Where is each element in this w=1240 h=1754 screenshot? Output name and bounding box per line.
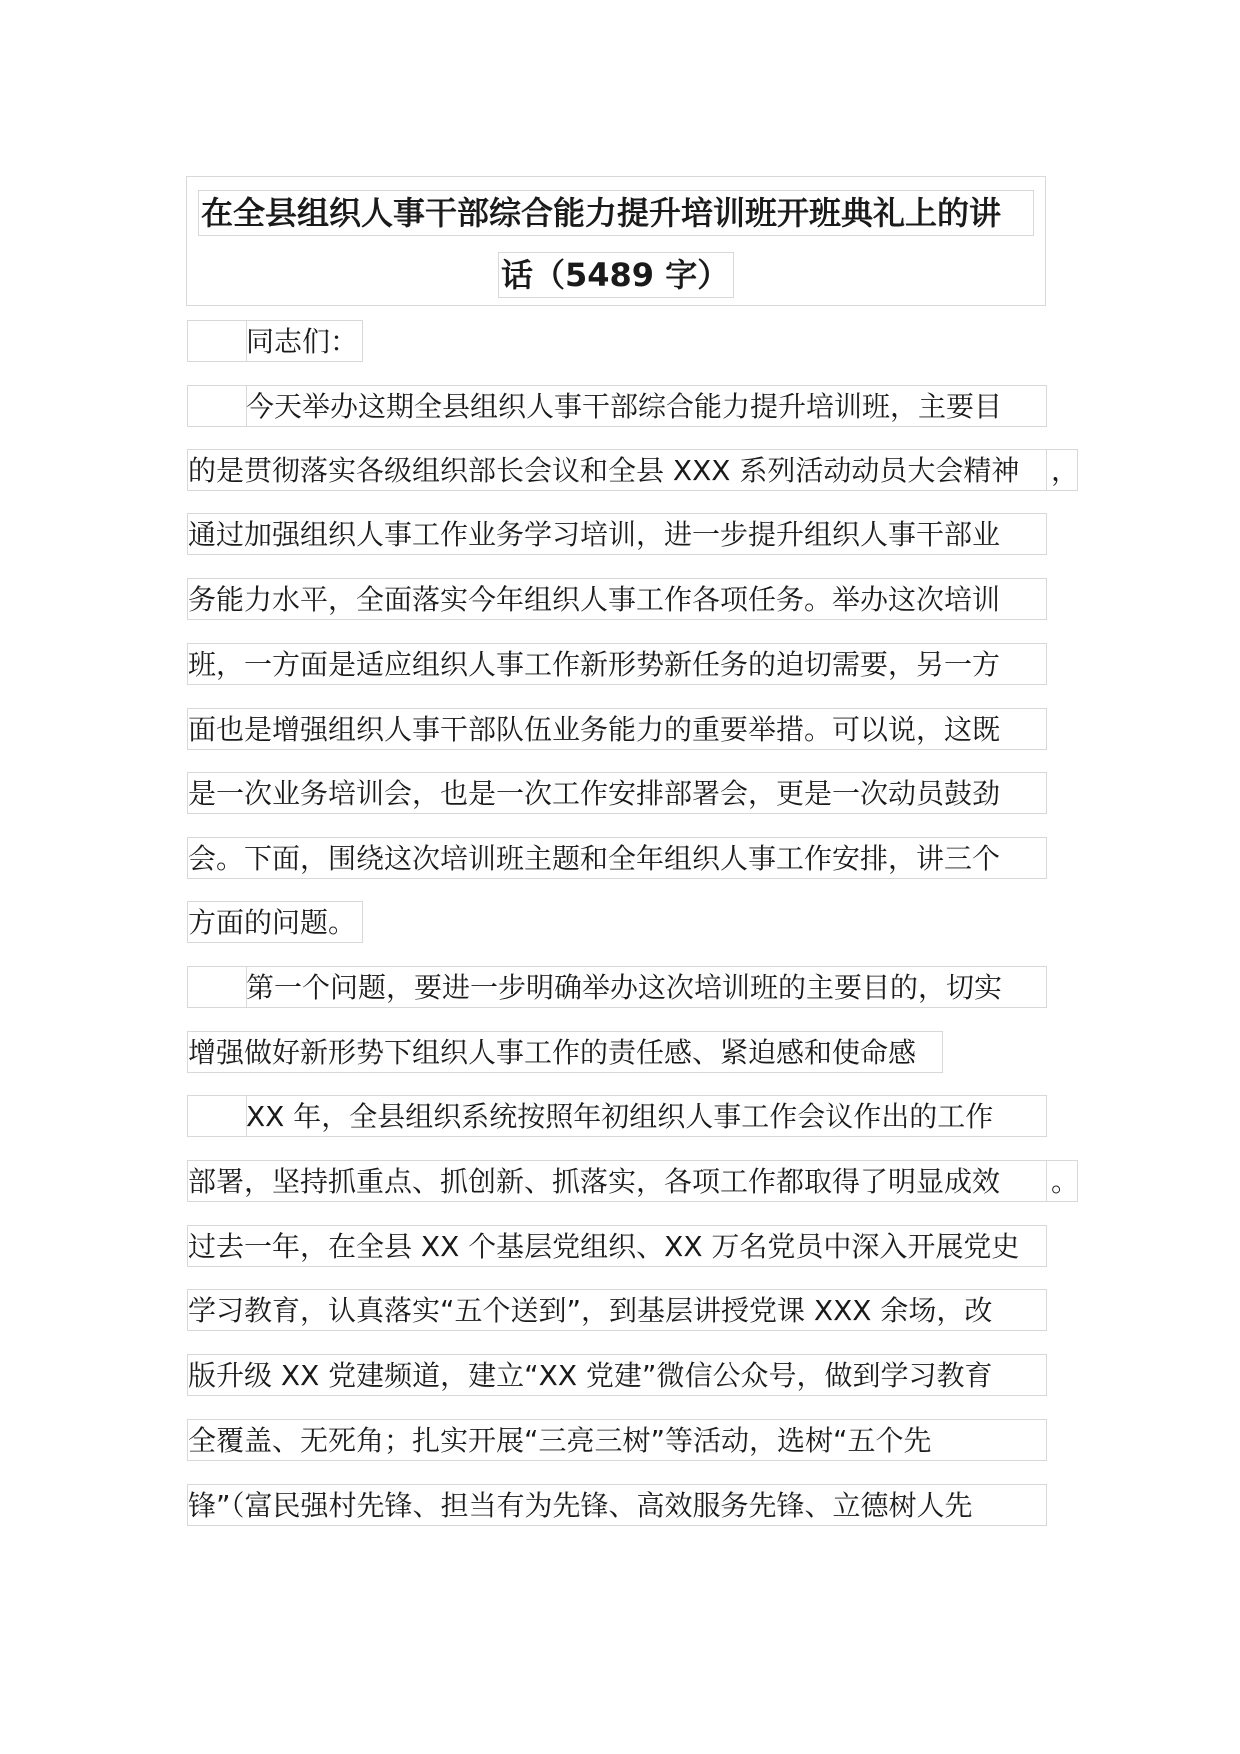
line-text: 面也是增强组织人事干部队伍业务能力的重要举措。可以说，这既 xyxy=(188,713,1001,746)
salutation-line xyxy=(187,320,363,362)
title-line-1: 在全县组织人事干部综合能力提升培训班开班典礼上的讲 xyxy=(198,190,1034,236)
title-line-2: 话（5489 字） xyxy=(498,252,734,298)
overflow-punctuation: ， xyxy=(1046,449,1078,491)
paragraph-3-line-3 xyxy=(187,1225,1047,1267)
line-text: 今天举办这期全县组织人事干部综合能力提升培训班，主要目 xyxy=(246,390,1003,423)
paragraph-3-line-6 xyxy=(187,1419,1047,1461)
line-text: 会。下面，围绕这次培训班主题和全年组织人事工作安排，讲三个 xyxy=(188,842,1001,875)
line-text: 务能力水平，全面落实今年组织人事工作各项任务。举办这次培训 xyxy=(188,583,1001,616)
line-text: 的是贯彻落实各级组织部长会议和全县 XXX 系列活动动员大会精神 xyxy=(188,454,1020,487)
line-text: 是一次业务培训会，也是一次工作安排部署会，更是一次动员鼓劲 xyxy=(188,777,1001,810)
indent-marker xyxy=(188,1095,247,1137)
overflow-punctuation: 。 xyxy=(1046,1160,1078,1202)
line-text: 增强做好新形势下组织人事工作的责任感、紧迫感和使命感 xyxy=(188,1036,917,1069)
line-text: 全覆盖、无死角；扎实开展“三亮三树”等活动，选树“五个先 xyxy=(188,1424,932,1457)
paragraph-3-line-2 xyxy=(187,1160,1047,1202)
line-text: 部署，坚持抓重点、抓创新、抓落实，各项工作都取得了明显成效 xyxy=(188,1165,1001,1198)
paragraph-1-line-6 xyxy=(187,708,1047,750)
line-text: 方面的问题。 xyxy=(188,906,357,939)
line-text: 过去一年，在全县 XX 个基层党组织、XX 万名党员中深入开展党史 xyxy=(188,1230,1020,1263)
paragraph-1-line-7 xyxy=(187,772,1047,814)
paragraph-1-line-1 xyxy=(187,385,1047,427)
paragraph-1-line-4 xyxy=(187,578,1047,620)
line-text: 学习教育，认真落实“五个送到”，到基层讲授党课 XXX 余场，改 xyxy=(188,1294,993,1327)
paragraph-1-line-3 xyxy=(187,513,1047,555)
line-text: 班，一方面是适应组织人事工作新形势新任务的迫切需要，另一方 xyxy=(188,648,1001,681)
paragraph-3-line-7 xyxy=(187,1484,1047,1526)
line-text: 版升级 XX 党建频道，建立“XX 党建”微信公众号，做到学习教育 xyxy=(188,1359,993,1392)
section-heading-line-1 xyxy=(187,966,1047,1008)
paragraph-1-line-2 xyxy=(187,449,1047,491)
paragraph-3-line-1 xyxy=(187,1095,1047,1137)
indent-marker xyxy=(188,320,247,362)
paragraph-1-line-8 xyxy=(187,837,1047,879)
line-text: 第一个问题，要进一步明确举办这次培训班的主要目的，切实 xyxy=(246,971,1003,1004)
paragraph-3-line-5 xyxy=(187,1354,1047,1396)
salutation-text: 同志们： xyxy=(246,325,359,358)
paragraph-3-line-4 xyxy=(187,1289,1047,1331)
indent-marker xyxy=(188,385,247,427)
paragraph-1-line-9 xyxy=(187,901,363,943)
line-text: 锋”（富民强村先锋、担当有为先锋、高效服务先锋、立德树人先 xyxy=(188,1489,973,1522)
line-text: 通过加强组织人事工作业务学习培训，进一步提升组织人事干部业 xyxy=(188,518,1001,551)
indent-marker xyxy=(188,966,247,1008)
paragraph-1-line-5 xyxy=(187,643,1047,685)
section-heading-line-2 xyxy=(187,1031,943,1073)
line-text: XX 年，全县组织系统按照年初组织人事工作会议作出的工作 xyxy=(246,1100,994,1133)
